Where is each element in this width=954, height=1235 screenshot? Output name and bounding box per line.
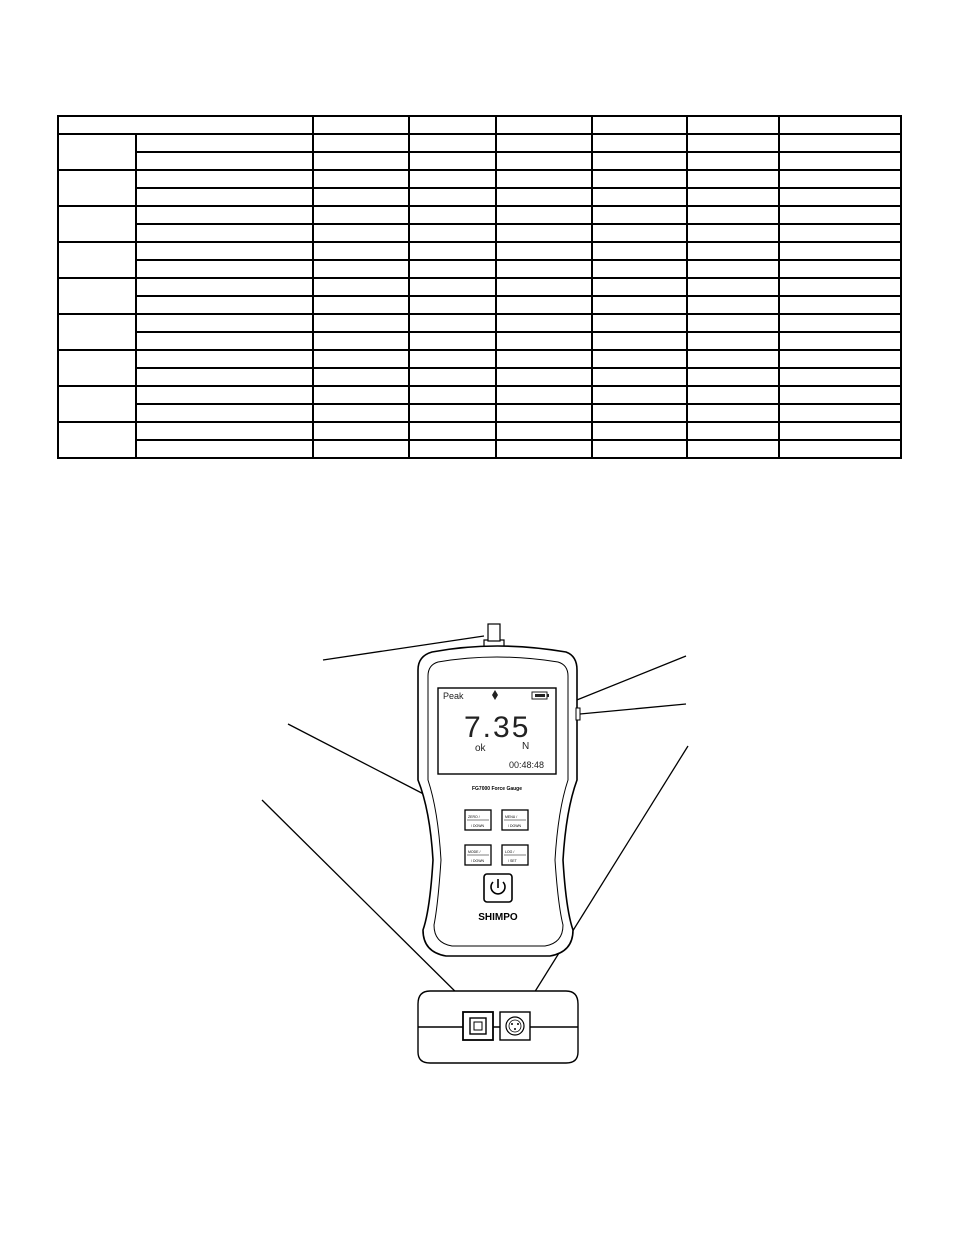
mode-key-top-label: MODE / [468,850,481,854]
model-label: FG7000 Force Gauge [471,786,523,792]
serial-port[interactable] [500,1012,530,1040]
display-unit: N [522,741,530,752]
power-button[interactable] [484,874,512,902]
menu-key-top-label: MENU / [505,815,518,819]
display-screen [438,688,556,774]
usb-port[interactable] [463,1012,493,1040]
display-reading: 7.35 [464,711,531,744]
menu-key[interactable] [502,810,528,830]
brand-logo: SHIMPO [478,912,518,923]
display-clock: 00:48:48 [509,760,545,770]
gauge-bottom-view [418,991,578,1063]
menu-key-bottom-label: / DOWN [508,824,522,828]
callout-line-side-connector [580,704,686,714]
mode-key-bottom-label: / DOWN [471,859,485,863]
log-key-top-label: LOG / [505,850,515,854]
display-mode: Peak [443,691,464,701]
zero-key[interactable] [465,810,491,830]
zero-key-bottom-label: / DOWN [471,824,485,828]
side-connector [576,708,580,720]
zero-key-top-label: ZERO / [468,815,480,819]
mode-key[interactable] [465,845,491,865]
usb-port-icon [470,1018,486,1034]
serial-port-icon [506,1017,524,1035]
battery-icon [532,692,549,699]
log-key[interactable] [502,845,528,865]
log-key-bottom-label: / SET [508,859,517,863]
display-status: ok [475,743,486,754]
